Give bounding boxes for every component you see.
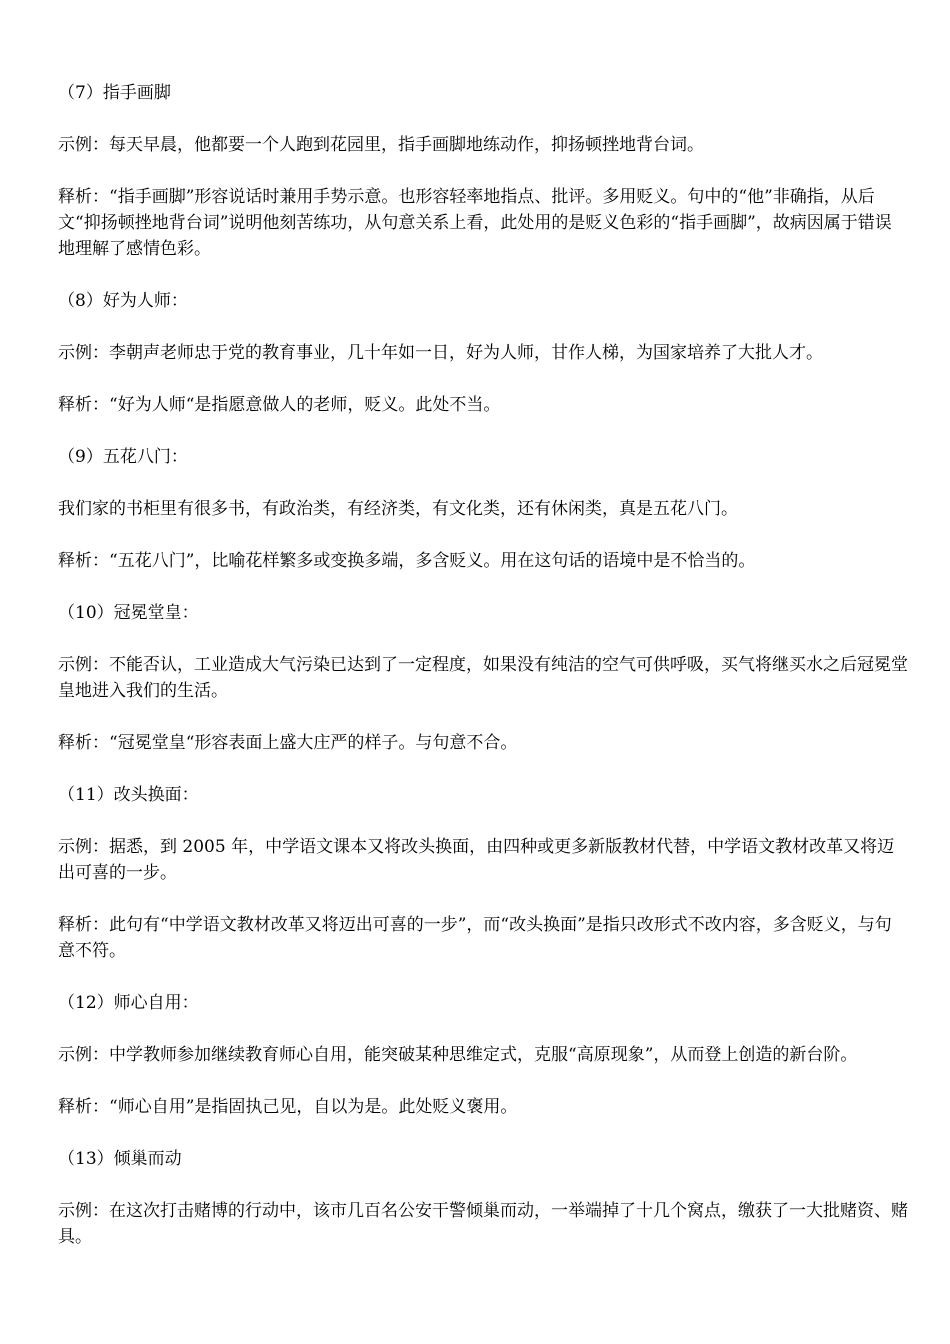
entry-analysis: 释析：此句有“中学语文教材改革又将迈出可喜的一步”，而“改头换面”是指只改形式不改内容，多含贬义，与句意不符。 xyxy=(58,915,892,961)
entry-example: 示例：每天早晨，他都要一个人跑到花园里，指手画脚地练动作，抑扬顿挫地背台词。 xyxy=(58,135,704,155)
entry-example: 示例：李朝声老师忠于党的教育事业，几十年如一日，好为人师，甘作人梯，为国家培养了大批人才。 xyxy=(58,343,823,363)
entry-heading: （7）指手画脚 xyxy=(58,83,171,103)
entry-heading: （10）冠冕堂皇： xyxy=(58,603,199,623)
entry-heading: （12）师心自用： xyxy=(58,993,199,1013)
entry-heading: （8）好为人师： xyxy=(58,291,188,311)
entry-example: 示例：据悉，到 2005 年，中学语文课本又将改头换面，由四种或更多新版教材代替，中学语文教材改革又将迈出可喜的一步。 xyxy=(58,837,895,883)
entry-analysis: 释析：“指手画脚”形容说话时兼用手势示意。也形容轻率地指点、批评。多用贬义。句中的“他”非确指，从后文“抑扬顿挫地背台词”说明他刻苦练功，从句意关系上看，此处用的是贬义色彩的“指手画脚”，故病因属于错误地理解了感情色彩。 xyxy=(58,187,892,259)
entry-analysis: 释析：“好为人师“是指愿意做人的老师，贬义。此处不当。 xyxy=(58,395,501,415)
entry-heading: （13）倾巢而动 xyxy=(58,1149,182,1169)
entry-analysis: 释析：“五花八门”，比喻花样繁多或变换多端，多含贬义。用在这句话的语境中是不恰当的。 xyxy=(58,551,756,571)
entry-example: 示例：在这次打击赌博的行动中，该市几百名公安干警倾巢而动，一举端掉了十几个窝点，缴获了一大批赌资、赌具。 xyxy=(58,1201,908,1247)
entry-analysis: 释析：“师心自用”是指固执己见，自以为是。此处贬义褒用。 xyxy=(58,1097,518,1117)
entry-example: 示例：不能否认，工业造成大气污染已达到了一定程度，如果没有纯洁的空气可供呼吸，买气将继买水之后冠冕堂皇地进入我们的生活。 xyxy=(58,655,908,701)
entry-example: 示例：中学教师参加继续教育师心自用，能突破某种思维定式，克服“高原现象”，从而登上创造的新台阶。 xyxy=(58,1045,858,1065)
entry-heading: （9）五花八门： xyxy=(58,447,188,467)
entry-example: 我们家的书柜里有很多书，有政治类，有经济类，有文化类，还有休闲类，真是五花八门。 xyxy=(58,499,738,519)
entry-heading: （11）改头换面： xyxy=(58,785,199,805)
entry-analysis: 释析：“冠冕堂皇“形容表面上盛大庄严的样子。与句意不合。 xyxy=(58,733,518,753)
document-page xyxy=(58,80,908,1250)
